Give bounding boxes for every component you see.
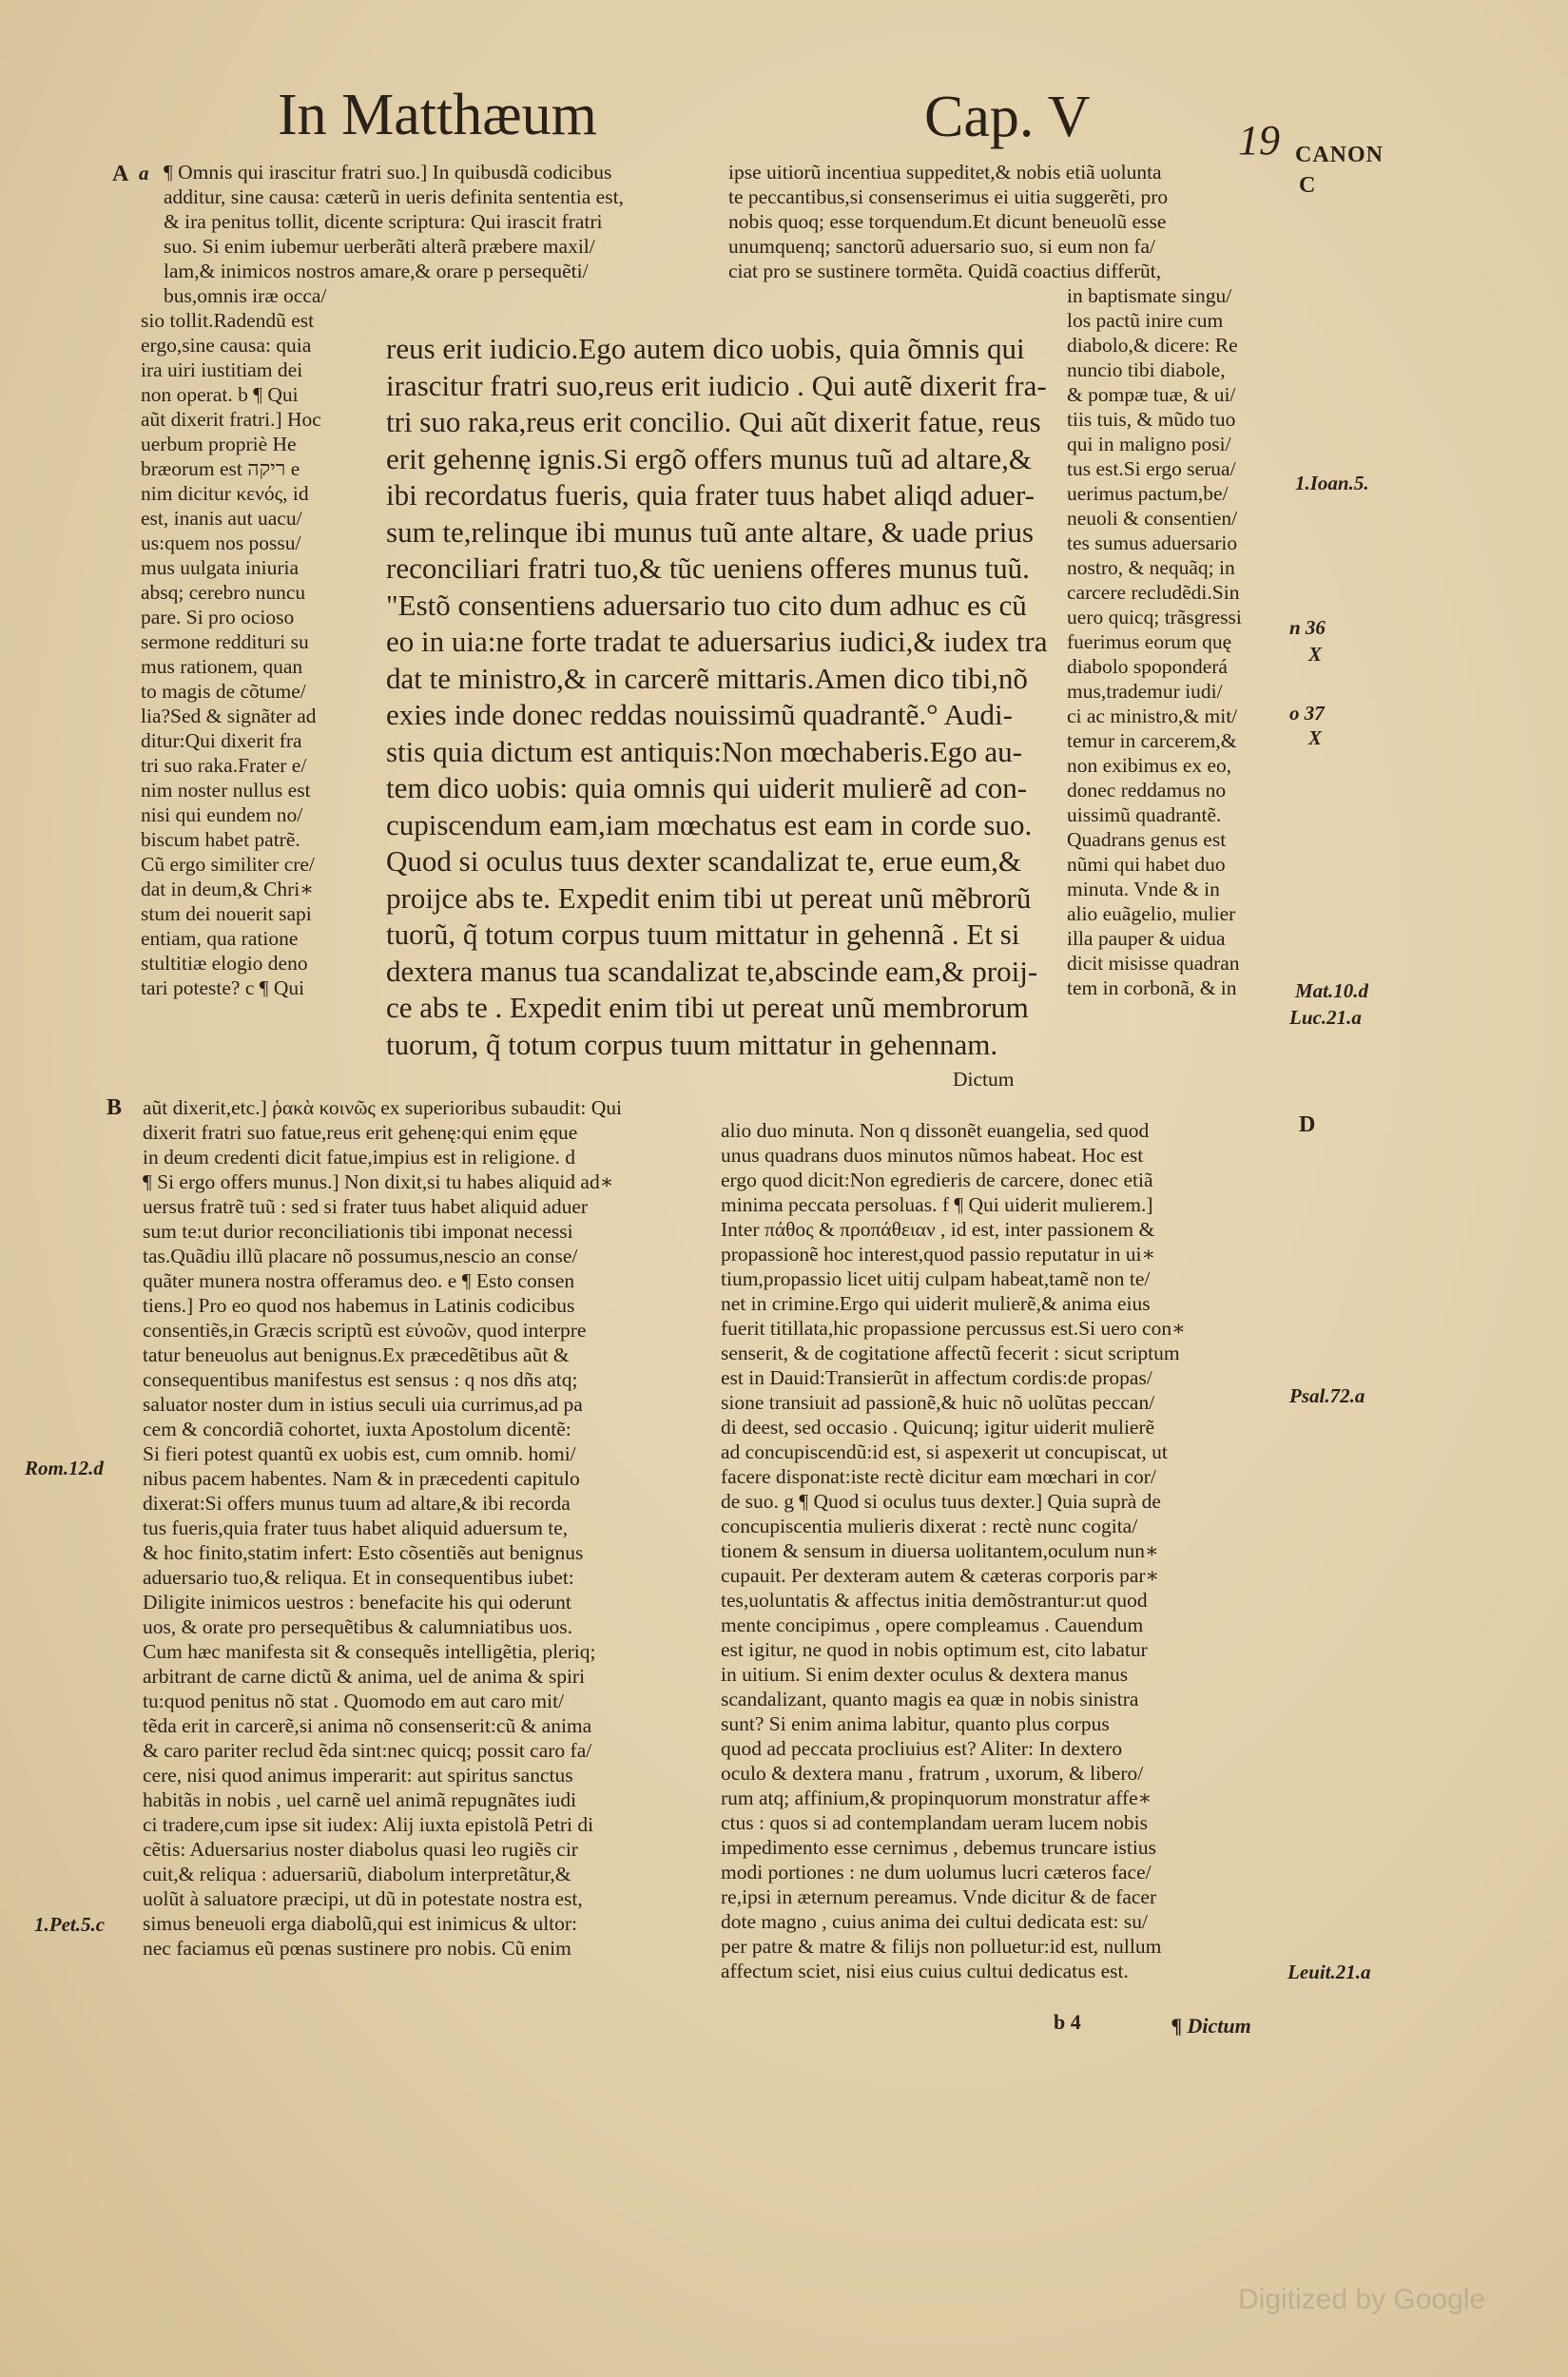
gloss-line: ergo quod dicit:Non egredieris de carcere, donec etiã bbox=[721, 1169, 1153, 1191]
gloss-line: absq; cerebro nuncu bbox=[141, 581, 306, 604]
gloss-line: uos, & orate pro persequẽtibus & calumniatibus uos. bbox=[143, 1615, 573, 1638]
gloss-line: tari poteste? c ¶ Qui bbox=[141, 976, 305, 999]
gloss-line: Cũ ergo similiter cre/ bbox=[141, 853, 315, 876]
scripture-line: reconciliari fratri tuo,& tũc ueniens offeres munus tuũ. bbox=[386, 551, 1030, 585]
canon-label: CANON bbox=[1295, 143, 1384, 167]
gloss-line: ipse uitiorũ incentiua suppeditet,& nobis etiã uolunta bbox=[728, 161, 1162, 184]
scripture-line: ce abs te . Expedit enim tibi ut pereat unũ membrorum bbox=[386, 991, 1029, 1024]
gloss-line: impedimento esse cernimus , debemus truncare istius bbox=[721, 1836, 1156, 1859]
scripture-line: reus erit iudicio.Ego autem dico uobis, quia õmnis qui bbox=[386, 332, 1025, 365]
scripture-line: stis quia dictum est antiquis:Non mœchaberis.Ego au- bbox=[386, 734, 1022, 768]
gloss-line: est in Dauid:Transierũt in affectum cordis:de propas/ bbox=[721, 1366, 1152, 1389]
gloss-line: bræorum est ריקה e bbox=[141, 457, 300, 480]
gloss-line: & caro pariter reclud ẽda sint:nec quicq; possit caro fa/ bbox=[143, 1739, 592, 1762]
gloss-line: affectum sciet, nisi eius cuius cultui dedicatus est. bbox=[721, 1960, 1129, 1982]
gloss-line: non operat. b ¶ Qui bbox=[141, 383, 299, 406]
gloss-line: per patre & matre & filijs non polluetur:id est, nullum bbox=[721, 1935, 1162, 1958]
margin-ref-x1: X bbox=[1308, 643, 1323, 666]
gloss-bottom-right bbox=[721, 1118, 1287, 1983]
gloss-line: nostro, & nequãq; in bbox=[1067, 556, 1235, 579]
gloss-bottom-left bbox=[143, 1095, 704, 1961]
gloss-line: nũmi qui habet duo bbox=[1067, 853, 1226, 876]
scripture-line: tuorũ, q̃ totum corpus tuum mittatur in gehennã . Et si bbox=[386, 918, 1020, 951]
gloss-line: di deest, sed occasio . Quicunq; igitur uiderit mulierẽ bbox=[721, 1416, 1155, 1439]
scripture-line: dextera manus tua scandalizat te,abscinde eam,& proij- bbox=[386, 954, 1038, 988]
gloss-top-left bbox=[164, 160, 715, 308]
margin-ref-o37: o 37 bbox=[1289, 702, 1325, 725]
gloss-line: tus fueris,quia frater tuus habet aliquid aduersum te, bbox=[143, 1517, 569, 1539]
gloss-line: dicit misisse quadran bbox=[1067, 952, 1240, 975]
gloss-line: Cum hæc manifesta sit & consequẽs intelligẽtia, pleriq; bbox=[143, 1640, 596, 1663]
gloss-line: donec reddamus no bbox=[1067, 779, 1227, 802]
gloss-line: stum dei nouerit sapi bbox=[141, 902, 312, 925]
margin-ref-luc: Luc.21.a bbox=[1289, 1006, 1362, 1029]
gloss-line: minuta. Vnde & in bbox=[1067, 878, 1220, 900]
gloss-line: in uitium. Si enim dexter oculus & dextera manus bbox=[721, 1663, 1129, 1686]
gloss-line: nec faciamus eũ pœnas sustinere pro nobis. Cũ enim bbox=[143, 1937, 571, 1960]
scripture-line: eo in uia:ne forte tradat te aduersarius iudici,& iudex tra bbox=[386, 625, 1048, 658]
gloss-line: lam,& inimicos nostros amare,& orare p persequẽti/ bbox=[164, 260, 589, 282]
gloss-line: alio euãgelio, mulier bbox=[1067, 902, 1236, 925]
gloss-line: consentiẽs,in Græcis scriptũ est εὐνοῶν, quod interpre bbox=[143, 1319, 587, 1342]
gloss-line: cẽtis: Aduersarius noster diabolus quasi leo rugiẽs cir bbox=[143, 1838, 578, 1861]
margin-ref-n36: n 36 bbox=[1289, 616, 1326, 639]
scripture-line: cupiscendum eam,iam mœchatus est eam in corde suo. bbox=[386, 807, 1033, 841]
margin-ref-psal: Psal.72.a bbox=[1289, 1384, 1365, 1407]
gloss-line: tẽda erit in carcerẽ,si anima nõ consenserit:cũ & anima bbox=[143, 1714, 592, 1737]
gloss-line: nobis quoq; esse torquendum.Et dicunt beneuolũ esse bbox=[728, 210, 1167, 233]
gloss-line: additur, sine causa: cæterũ in ueris definita sententia est, bbox=[164, 185, 624, 208]
gloss-line: ciat pro se sustinere tormẽta. Quidã coactius differũt, bbox=[728, 260, 1162, 282]
gloss-line: est igitur, ne quod in nobis optimum est, cito labatur bbox=[721, 1638, 1148, 1661]
gloss-line: arbitrant de carne dictũ & anima, uel de anima & spiri bbox=[143, 1665, 586, 1688]
gloss-line: sione transiuit ad passionẽ,& huic nõ uolũtas peccan/ bbox=[721, 1391, 1155, 1414]
scripture-line: tuorum, q̃ totum corpus tuum mittatur in gehennam. bbox=[386, 1027, 998, 1061]
gloss-line: uolũt à saluatore præcipi, ut dũ in potestate nostra est, bbox=[143, 1887, 583, 1910]
gloss-line: carcere recludẽdi.Sin bbox=[1067, 581, 1240, 604]
gloss-line: fuerit titillata,hic propassione percussus est.Si uero con∗ bbox=[721, 1317, 1186, 1340]
gloss-line: aduersario tuo,& reliqua. Et in consequentibus iubet: bbox=[143, 1566, 574, 1589]
gloss-line: qui in maligno posi/ bbox=[1067, 433, 1231, 455]
margin-ref-1-ioan: 1.Ioan.5. bbox=[1295, 472, 1369, 494]
gloss-line: entiam, qua ratione bbox=[141, 927, 299, 950]
gloss-line: ci tradere,cum ipse sit iudex: Alij iuxta epistolã Petri di bbox=[143, 1813, 594, 1836]
gloss-line: scandalizant, quanto magis ea quæ in nobis sinistra bbox=[721, 1688, 1139, 1710]
gloss-line: est, inanis aut uacu/ bbox=[141, 507, 302, 530]
margin-ref-x2: X bbox=[1308, 726, 1323, 749]
scripture-line: exies inde donec reddas nouissimũ quadrantẽ.° Audi- bbox=[386, 698, 1013, 731]
scripture-line: Quod si oculus tuus dexter scandalizat te, erue eum,& bbox=[386, 844, 1022, 878]
catchword-dictum: Dictum bbox=[953, 1068, 1015, 1091]
gloss-line: tium,propassio licet uitij culpam habeat,tamẽ non te/ bbox=[721, 1267, 1151, 1290]
gloss-line: aũt dixerit,etc.] ῥακὰ κοινῶς ex superioribus subaudit: Qui bbox=[143, 1096, 623, 1119]
gloss-line: mus uulgata iniuria bbox=[141, 556, 299, 579]
scripture-line: dat te ministro,& in carcerẽ mittaris.Amen dico tibi,nõ bbox=[386, 661, 1028, 695]
gloss-line: Si fieri potest quantũ ex uobis est, cum omnib. homi/ bbox=[143, 1442, 576, 1465]
gloss-line: tri suo raka.Frater e/ bbox=[141, 754, 307, 777]
gloss-line: temur in carcerem,& bbox=[1067, 729, 1237, 752]
gloss-line: Inter πάθος & προπάθειαν , id est, inter passionem & bbox=[721, 1218, 1155, 1241]
scripture-line: sum te,relinque ibi munus tuũ ante altare, & uade prius bbox=[386, 514, 1034, 549]
gloss-line: ad concupiscendũ:id est, si aspexerit ut concupiscat, ut bbox=[721, 1440, 1168, 1463]
gloss-line: mus rationem, quan bbox=[141, 655, 303, 678]
gloss-line: in deum credenti dicit fatue,impius est in religione. d bbox=[143, 1146, 575, 1169]
gloss-line: nim noster nullus est bbox=[141, 779, 311, 802]
watermark: Digitized by Google bbox=[1238, 2284, 1486, 2315]
gloss-line: sio tollit.Radendũ est bbox=[141, 309, 315, 332]
scripture-line: ibi recordatus fueris, quia frater tuus habet aliqd aduer- bbox=[386, 478, 1035, 512]
scripture-line: irascitur fratri suo,reus erit iudicio . Qui autẽ dixerit fra- bbox=[386, 368, 1047, 402]
page-number: 19 bbox=[1238, 117, 1280, 164]
gloss-line: habitãs in nobis , uel carnẽ uel animã repugnãtes iudi bbox=[143, 1788, 577, 1811]
margin-ref-leuit: Leuit.21.a bbox=[1287, 1961, 1371, 1983]
gloss-line: & ira penitus tollit, dicente scriptura: Qui irascit fratri bbox=[164, 210, 603, 233]
scripture-line: "Estõ consentiens aduersario tuo cito dum adhuc es cũ bbox=[386, 588, 1027, 622]
gloss-line: Quadrans genus est bbox=[1067, 828, 1227, 851]
gloss-line: net in crimine.Ergo qui uiderit mulierẽ,& anima eius bbox=[721, 1292, 1151, 1315]
gloss-line: re,ipsi in æternum pereamus. Vnde dicitur & de facer bbox=[721, 1885, 1157, 1908]
scripture-line: proijce abs te. Expedit enim tibi ut pereat unũ mẽbrorũ bbox=[386, 880, 1032, 915]
scripture-line: tem dico uobis: quia omnis qui uiderit mulierẽ ad con- bbox=[386, 771, 1028, 804]
gloss-line: los pactũ inire cum bbox=[1067, 309, 1224, 332]
gloss-line: tus est.Si ergo serua/ bbox=[1067, 457, 1236, 480]
gloss-line: senserit, & de cogitatione affectũ fecerit : sicut scriptum bbox=[721, 1342, 1180, 1364]
chapter-heading: Cap. V bbox=[924, 85, 1091, 149]
gloss-line: mente concipimus , opere compleamus . Cauendum bbox=[721, 1614, 1144, 1636]
gloss-line: alio duo minuta. Non q dissonẽt euangelia, sed quod bbox=[721, 1119, 1150, 1142]
gloss-line: simus beneuoli erga diabolũ,qui est inimicus & ultor: bbox=[143, 1912, 578, 1935]
gloss-line: tionem & sensum in diuersa uolitantem,oculum nun∗ bbox=[721, 1539, 1159, 1562]
gloss-line: suo. Si enim iubemur uerberãti alterã præbere maxil/ bbox=[164, 235, 595, 258]
gloss-line: tem in corbonã, & in bbox=[1067, 976, 1237, 999]
gloss-line: te peccantibus,si consenserimus ei uitia suggerẽti, pro bbox=[728, 185, 1169, 208]
gloss-line: unumquenq; sanctorũ aduersario suo, si eum non fa/ bbox=[728, 235, 1156, 258]
gloss-line: non exibimus ex eo, bbox=[1067, 754, 1232, 777]
section-marker-b: B bbox=[106, 1095, 123, 1120]
gloss-line: ci ac ministro,& mit/ bbox=[1067, 705, 1238, 727]
margin-ref-rom: Rom.12.d bbox=[25, 1457, 104, 1479]
gloss-line: concupiscentia mulieris dixerat : rectè nunc cogita/ bbox=[721, 1515, 1138, 1537]
gloss-line: sum te:ut durior reconciliationis tibi imponat necessi bbox=[143, 1220, 573, 1243]
gloss-line: & pompæ tuæ, & ui/ bbox=[1067, 383, 1236, 406]
gloss-line: ctus : quos si ad contemplandam ueram lucem nobis bbox=[721, 1811, 1149, 1834]
gloss-line: uersus fratrẽ tuũ : sed si frater tuus habet aliquid aduer bbox=[143, 1195, 589, 1218]
section-marker-c: C bbox=[1299, 173, 1316, 198]
gloss-line: neuoli & consentien/ bbox=[1067, 507, 1238, 530]
gloss-line: nibus pacem habentes. Nam & in præcedenti capitulo bbox=[143, 1467, 580, 1490]
gloss-line: illa pauper & uidua bbox=[1067, 927, 1226, 950]
gloss-line: tu:quod penitus nõ stat . Quomodo em aut caro mit/ bbox=[143, 1690, 565, 1712]
gloss-line: dote magno , cuius anima dei cultui dedicata est: su/ bbox=[721, 1910, 1148, 1933]
gloss-line: Diligite inimicos uestros : benefacite his qui oderunt bbox=[143, 1591, 571, 1614]
gloss-line: facere disponat:iste rectè dicitur eam mœchari in cor/ bbox=[721, 1465, 1156, 1488]
gloss-line: tas.Quãdiu illũ placare nõ possumus,nescio an conse/ bbox=[143, 1245, 578, 1267]
gloss-line: ira uiri iustitiam dei bbox=[141, 358, 303, 381]
running-head-left: In Matthæum bbox=[278, 83, 597, 147]
gloss-line: dixerit fratri suo fatue,reus erit gehenę:qui enim ęque bbox=[143, 1121, 578, 1144]
gloss-line: de suo. g ¶ Quod si oculus tuus dexter.] Quia suprà de bbox=[721, 1490, 1161, 1513]
gloss-line: cem & concordiã cohortet, iuxta Apostolum dicentẽ: bbox=[143, 1418, 571, 1440]
gloss-line: tiis tuis, & mũdo tuo bbox=[1067, 408, 1236, 431]
gloss-line: cupauit. Per dexteram autem & cæteras corporis par∗ bbox=[721, 1564, 1160, 1587]
gloss-line: aũt dixerit fratri.] Hoc bbox=[141, 408, 321, 431]
gloss-line: sunt? Si enim anima labitur, quanto plus corpus bbox=[721, 1712, 1110, 1735]
footnote-letter-a: a bbox=[139, 162, 149, 184]
gloss-line: modi portiones : ne dum uolumus lucri cæteros face/ bbox=[721, 1861, 1152, 1884]
gloss-line: mus,trademur iudi/ bbox=[1067, 680, 1223, 703]
gloss-line: lia?Sed & signãter ad bbox=[141, 705, 317, 727]
gloss-line: dat in deum,& Chri∗ bbox=[141, 878, 314, 900]
gloss-line: sermone reddituri su bbox=[141, 630, 309, 653]
gloss-line: propassionẽ hoc interest,quod passio reputatur in ui∗ bbox=[721, 1243, 1156, 1266]
gloss-line: uero quicq; trãsgressi bbox=[1067, 606, 1242, 628]
gloss-line: ¶ Omnis qui irascitur fratri suo.] In quibusdã codicibus bbox=[164, 161, 612, 184]
gloss-line: uerimus pactum,be/ bbox=[1067, 482, 1229, 505]
gloss-left-column bbox=[141, 308, 378, 1000]
section-marker-a: A bbox=[112, 162, 129, 186]
gloss-line: quod ad peccata procliuius est? Aliter: In dextero bbox=[721, 1737, 1123, 1760]
scripture-text bbox=[386, 331, 1061, 1063]
gloss-top-right bbox=[728, 160, 1287, 283]
gloss-line: uissimũ quadrantẽ. bbox=[1067, 803, 1222, 826]
gloss-line: diabolo,& dicere: Re bbox=[1067, 334, 1238, 357]
gloss-line: nim dicitur κενός, id bbox=[141, 482, 309, 505]
gloss-line: consequentibus manifestus est sensus : q nos dñs atq; bbox=[143, 1368, 578, 1391]
scripture-line: erit gehennę ignis.Si ergõ offers munus tuũ ad altare,& bbox=[386, 441, 1032, 475]
catchword-footer: ¶ Dictum bbox=[1171, 2014, 1251, 2038]
gloss-line: pare. Si pro ocioso bbox=[141, 606, 295, 628]
gloss-line: diabolo spoponderá bbox=[1067, 655, 1228, 678]
gloss-line: bus,omnis iræ occa/ bbox=[164, 284, 327, 307]
gloss-line: fuerimus eorum quę bbox=[1067, 630, 1232, 653]
gloss-right-column bbox=[1067, 283, 1295, 1000]
gloss-line: us:quem nos possu/ bbox=[141, 531, 301, 554]
gloss-line: ergo,sine causa: quia bbox=[141, 334, 312, 357]
gloss-line: biscum habet patrẽ. bbox=[141, 828, 300, 851]
gloss-line: ¶ Si ergo offers munus.] Non dixit,si tu habes aliquid ad∗ bbox=[143, 1170, 614, 1193]
gloss-line: tatur beneuolus aut benignus.Ex præcedẽtibus aũt & bbox=[143, 1343, 570, 1366]
margin-ref-mat: Mat.10.d bbox=[1295, 979, 1369, 1002]
gloss-line: quãter munera nostra offeramus deo. e ¶ Esto consen bbox=[143, 1269, 575, 1292]
gloss-line: tes sumus aduersario bbox=[1067, 531, 1238, 554]
gloss-line: nuncio tibi diabole, bbox=[1067, 358, 1226, 381]
gloss-line: dixerat:Si offers munus tuum ad altare,& ibi recorda bbox=[143, 1492, 571, 1515]
gloss-line: oculo & dextera manu , fratrum , uxorum, & libero/ bbox=[721, 1762, 1144, 1785]
gloss-line: to magis de cõtume/ bbox=[141, 680, 306, 703]
gloss-line: & hoc finito,statim infert: Esto cõsentiẽs aut benignus bbox=[143, 1541, 584, 1564]
margin-ref-pet: 1.Pet.5.c bbox=[34, 1913, 106, 1936]
gloss-line: saluator noster dum in istius seculi uia currimus,ad pa bbox=[143, 1393, 583, 1416]
gloss-line: minima peccata persoluas. f ¶ Qui uiderit mulierem.] bbox=[721, 1193, 1153, 1216]
gloss-line: uerbum propriè He bbox=[141, 433, 297, 455]
scripture-line: tri suo raka,reus erit concilio. Qui aũt dixerit fatue, reus bbox=[386, 405, 1041, 438]
gloss-line: unus quadrans duos minutos nũmos habeat. Hoc est bbox=[721, 1144, 1144, 1167]
gloss-line: cuit,& reliqua : aduersariũ, diabolum interpretãtur,& bbox=[143, 1863, 571, 1885]
gloss-line: stultitiæ elogio deno bbox=[141, 952, 308, 975]
gloss-line: rum atq; affinium,& propinquorum monstratur affe∗ bbox=[721, 1787, 1152, 1809]
gloss-line: tiens.] Pro eo quod nos habemus in Latinis codicibus bbox=[143, 1294, 575, 1317]
gloss-line: nisi qui eundem no/ bbox=[141, 803, 303, 826]
gloss-line: ditur:Qui dixerit fra bbox=[141, 729, 302, 752]
signature-mark: b 4 bbox=[1054, 2010, 1081, 2034]
gloss-line: in baptismate singu/ bbox=[1067, 284, 1232, 307]
gloss-line: cere, nisi quod animus imperarit: aut spiritus sanctus bbox=[143, 1764, 573, 1787]
gloss-line: tes,uoluntatis & affectus initia demõstrantur:ut quod bbox=[721, 1589, 1148, 1612]
section-marker-d: D bbox=[1299, 1112, 1316, 1137]
